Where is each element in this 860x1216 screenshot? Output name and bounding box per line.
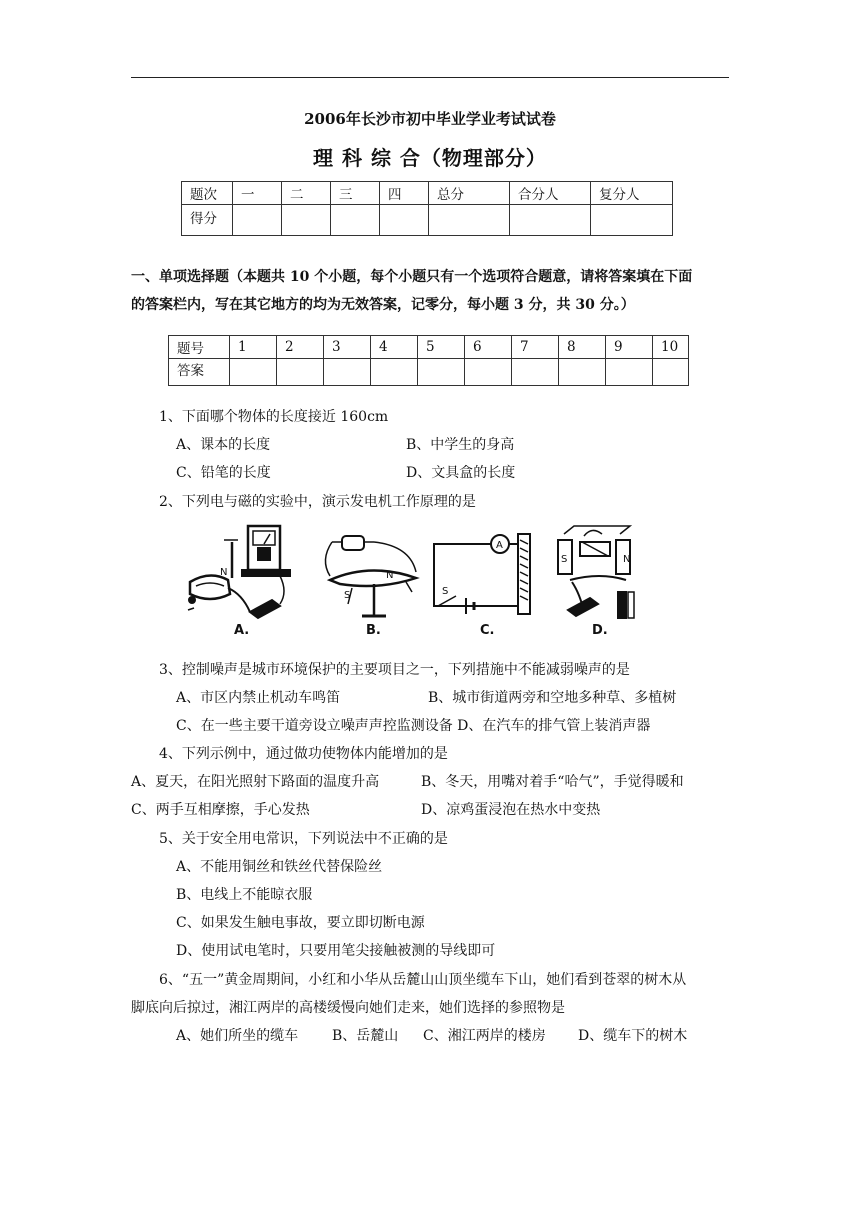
answer-cell <box>559 359 606 386</box>
question-6-option-a: A、她们所坐的缆车 <box>176 1028 299 1044</box>
question-1-option-c: C、铅笔的长度 <box>176 465 271 481</box>
score-header-cell: 题次 <box>182 182 233 205</box>
score-cell <box>510 205 591 236</box>
question-4-option-a: A、夏天，在阳光照射下路面的温度升高 <box>131 774 380 790</box>
score-header-cell: 总分 <box>429 182 510 205</box>
figure-d-caption: D. <box>592 623 608 638</box>
figure-a-apparatus <box>188 526 290 618</box>
answer-header-cell: 4 <box>371 336 418 359</box>
score-header-cell: 三 <box>331 182 380 205</box>
answer-header-cell: 3 <box>324 336 371 359</box>
figure-b-apparatus <box>325 536 416 616</box>
answer-header-cell: 10 <box>653 336 689 359</box>
question-5-option-b: B、电线上不能晾衣服 <box>176 887 313 903</box>
score-cell <box>380 205 429 236</box>
header-rule <box>131 77 729 78</box>
question-5-option-a: A、不能用铜丝和铁丝代替保险丝 <box>176 859 383 875</box>
question-3-stem: 3、控制噪声是城市环境保护的主要项目之一，下列措施中不能减弱噪声的是 <box>159 662 630 678</box>
answer-header-cell: 5 <box>418 336 465 359</box>
figure-b-label-s: S <box>344 590 351 601</box>
question-5-option-c: C、如果发生触电事故，要立即切断电源 <box>176 915 425 931</box>
question-6-option-d: D、缆车下的树木 <box>578 1028 688 1044</box>
score-header-cell: 合分人 <box>510 182 591 205</box>
figure-c-label-s: S <box>442 586 449 597</box>
score-header-cell: 二 <box>282 182 331 205</box>
answer-table-row <box>169 359 689 386</box>
answer-header-cell: 7 <box>512 336 559 359</box>
score-cell <box>331 205 380 236</box>
question-2-stem: 2、下列电与磁的实验中，演示发电机工作原理的是 <box>159 494 476 510</box>
answer-cell <box>465 359 512 386</box>
figure-c-caption: C. <box>480 623 495 638</box>
answer-cell <box>512 359 559 386</box>
score-cell <box>282 205 331 236</box>
figure-a-label-n: N <box>220 567 228 578</box>
answer-table-header-row <box>169 336 689 359</box>
question-6-option-b: B、岳麓山 <box>332 1028 399 1044</box>
question-1-option-d: D、文具盒的长度 <box>406 465 516 481</box>
exam-subtitle: 理 科 综 合（物理部分） <box>313 146 547 170</box>
figure-d-label-n: N <box>623 554 631 565</box>
question-5-option-d: D、使用试电笔时，只要用笔尖接触被测的导线即可 <box>176 943 496 959</box>
question-1-stem: 1、下面哪个物体的长度接近 160cm <box>159 409 389 425</box>
figure-c-meter-label: A <box>496 540 503 551</box>
score-row-label: 得分 <box>182 205 233 236</box>
answer-cell <box>606 359 653 386</box>
score-cell <box>429 205 510 236</box>
question-4-stem: 4、下列示例中，通过做功使物体内能增加的是 <box>159 746 448 762</box>
figure-d-apparatus <box>558 526 634 618</box>
question-6-stem-line1: 6、“五一”黄金周期间，小红和小华从岳麓山山顶坐缆车下山，她们看到苍翠的树木从 <box>159 972 687 988</box>
score-table-header-row <box>182 182 673 205</box>
answer-cell <box>324 359 371 386</box>
score-cell <box>591 205 673 236</box>
answer-header-cell: 题号 <box>169 336 230 359</box>
answer-header-cell: 8 <box>559 336 606 359</box>
question-4-option-d: D、凉鸡蛋浸泡在热水中变热 <box>421 802 601 818</box>
section1-heading-line2: 的答案栏内，写在其它地方的均为无效答案，记零分，每小题 3 分，共 30 分。） <box>131 297 635 313</box>
answer-cell <box>418 359 465 386</box>
answer-header-cell: 2 <box>277 336 324 359</box>
figure-a-caption: A. <box>234 623 250 638</box>
question-3-option-b: B、城市街道两旁和空地多种草、多植树 <box>428 690 677 706</box>
question-3-option-cd: C、在一些主要干道旁设立噪声声控监测设备 D、在汽车的排气管上装消声器 <box>176 718 651 734</box>
question-6-option-c: C、湘江两岸的楼房 <box>423 1028 546 1044</box>
question-2-figures <box>180 520 650 640</box>
answer-header-cell: 9 <box>606 336 653 359</box>
figure-b-label-n: N <box>386 570 394 581</box>
answer-cell <box>371 359 418 386</box>
answer-cell <box>230 359 277 386</box>
score-header-cell: 一 <box>233 182 282 205</box>
score-header-cell: 复分人 <box>591 182 673 205</box>
score-cell <box>233 205 282 236</box>
question-4-option-c: C、两手互相摩擦，手心发热 <box>131 802 310 818</box>
question-1-option-a: A、课本的长度 <box>176 437 271 453</box>
exam-title: 2006年长沙市初中毕业学业考试试卷 <box>304 110 556 128</box>
answer-header-cell: 6 <box>465 336 512 359</box>
answer-header-cell: 1 <box>230 336 277 359</box>
figure-c-apparatus <box>434 534 530 614</box>
question-3-option-a: A、市区内禁止机动车鸣笛 <box>176 690 341 706</box>
question-1-option-b: B、中学生的身高 <box>406 437 515 453</box>
answer-cell <box>277 359 324 386</box>
figure-b-caption: B. <box>366 623 381 638</box>
question-4-option-b: B、冬天，用嘴对着手“哈气”，手觉得暖和 <box>421 774 684 790</box>
question-6-stem-line2: 脚底向后掠过，湘江两岸的高楼缓慢向她们走来，她们选择的参照物是 <box>131 1000 565 1016</box>
section1-heading-line1: 一、单项选择题（本题共 10 个小题，每个小题只有一个选项符合题意，请将答案填在下面 <box>131 269 693 285</box>
answer-row-label: 答案 <box>169 359 230 386</box>
score-header-cell: 四 <box>380 182 429 205</box>
score-table-row <box>182 205 673 236</box>
answer-table <box>168 335 689 386</box>
figure-d-label-s: S <box>561 554 568 565</box>
answer-cell <box>653 359 689 386</box>
question-5-stem: 5、关于安全用电常识，下列说法中不正确的是 <box>159 831 448 847</box>
score-table <box>181 181 673 236</box>
